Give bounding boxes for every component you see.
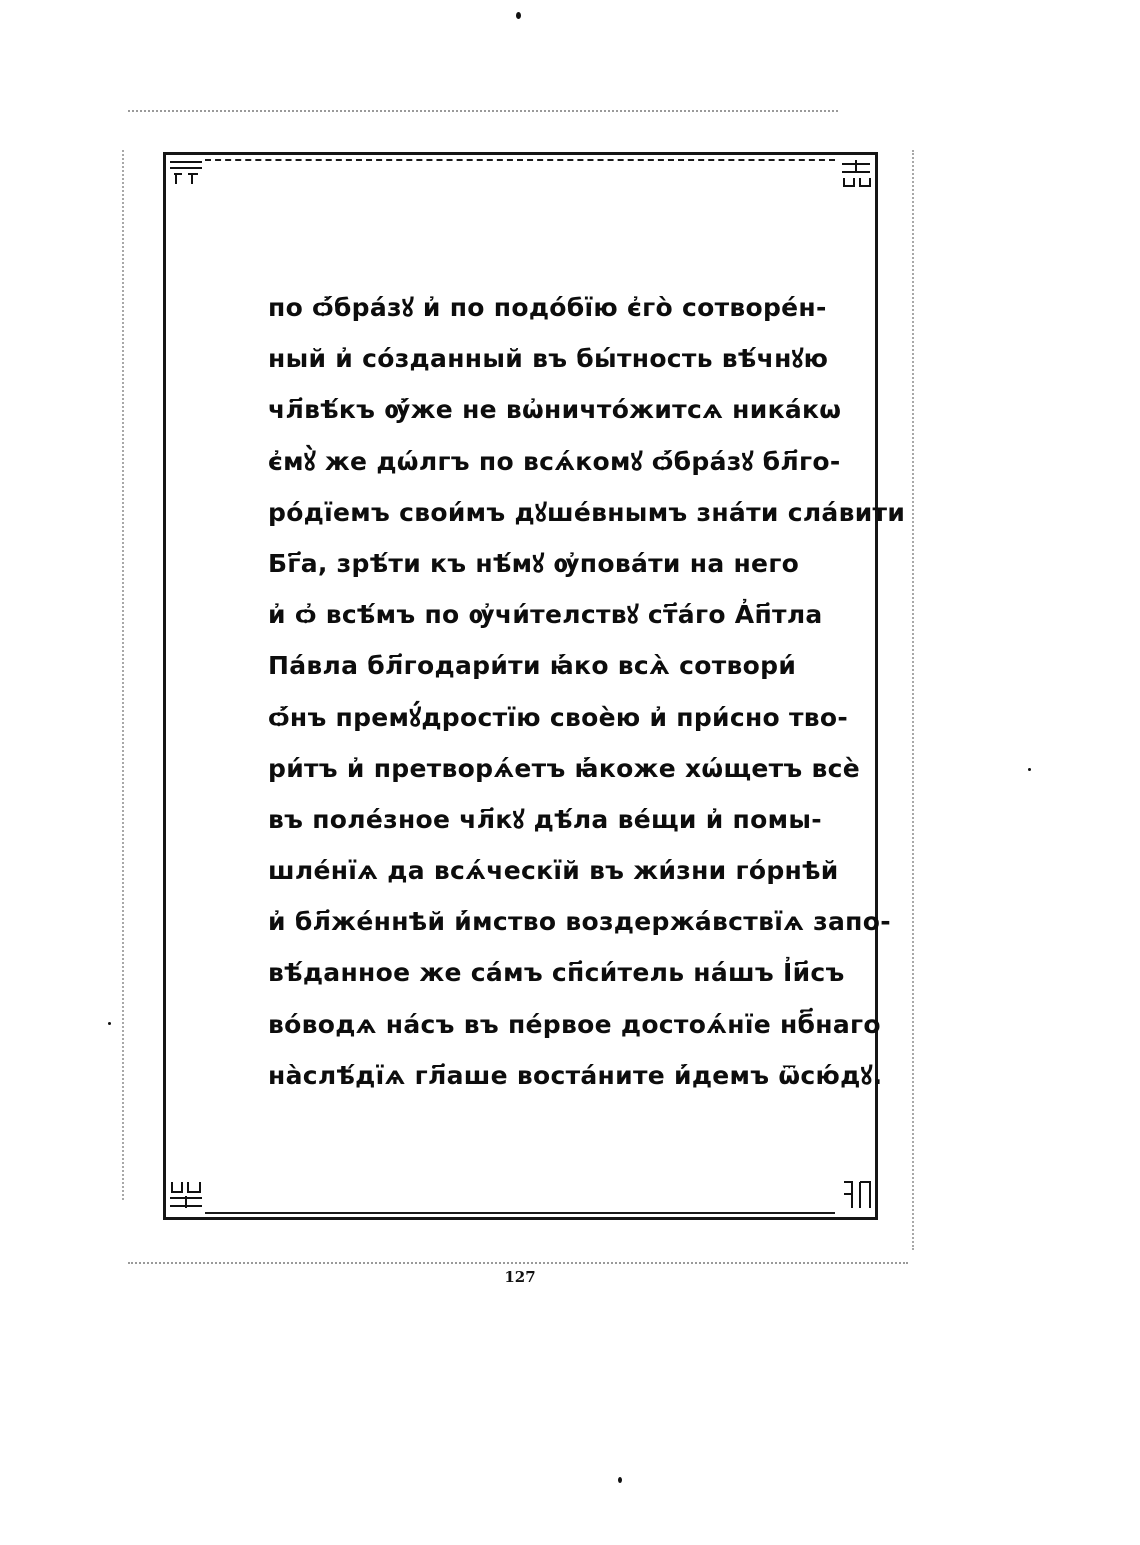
corner-ornament-bottom-right-icon <box>838 1180 874 1210</box>
text-line: є҆мꙋ̀ же дѡ́лгъ по всѧ́комꙋ ѻ҆́бра́зꙋ бл҃го- <box>268 446 841 476</box>
ink-speck <box>618 1477 622 1483</box>
bottom-dotted-rule <box>128 1262 908 1264</box>
text-line: и҆ ѻ҆ всѣ́мъ по ѹ҆чи́телствꙋ ст҃а́го А҆п҃тла <box>268 600 823 630</box>
corner-ornament-top-left-icon <box>168 158 204 188</box>
right-dotted-rule <box>912 150 914 1250</box>
left-dotted-rule <box>122 150 124 1200</box>
text-line: ри́тъ и҆ претворѧ́етъ ꙗ҆́коже хѡ́щетъ всѐ <box>268 753 861 783</box>
church-slavonic-text <box>268 282 906 1101</box>
text-line: ный и҆ со́зданный въ бы́тность вѣ́чнꙋю <box>268 344 829 374</box>
frame-top-inner-line <box>205 159 835 161</box>
text-line: по ѻ҆́бра́зꙋ и҆ по подо́бїю є҆го̀ сотворе́н- <box>268 293 827 322</box>
frame-bottom-inner-line <box>205 1212 835 1214</box>
ink-speck <box>1028 768 1031 771</box>
text-line: Бг҃а, зрѣ́ти къ нѣ́мꙋ ѹ҆пова́ти на него <box>268 548 800 578</box>
ink-speck <box>108 1022 111 1025</box>
text-line: ѻ҆́нъ премꙋ́дростїю своѐю и҆ при́сно тво- <box>268 702 849 732</box>
text-line: и҆ бл҃же́ннѣй и҆́мство воздержа́вствїѧ запо- <box>268 907 891 937</box>
corner-ornament-bottom-left-icon <box>168 1180 204 1210</box>
text-line: ро́дїемъ свои́мъ дꙋше́внымъ зна́ти сла́вити <box>268 497 906 527</box>
corner-ornament-top-right-icon <box>838 158 874 188</box>
text-line: шле́нїѧ да всѧ́ческїй въ жи́зни го́рнѣй <box>268 856 839 886</box>
text-line: Па́вла бл҃годари́ти ꙗ҆́ко всѧ̀ сотвори́ <box>268 651 797 681</box>
text-line: на̀слѣ́дїѧ гл҃аше воста́ните и҆́демъ ѿсю́дꙋ. <box>268 1060 883 1090</box>
text-line: въ поле́зное чл҃кꙋ дѣ́ла ве́щи и҆ помы- <box>268 804 822 834</box>
top-dotted-rule <box>128 110 838 112</box>
page-number: 127 <box>504 1268 536 1286</box>
text-line: во́водѧ на́съ въ пе́рвое достоѧ́нїе нб҃наго <box>268 1009 881 1039</box>
ink-speck <box>516 12 521 19</box>
text-line: чл҃вѣ́къ ѹ҆́же не вѡ҆ничто́житсѧ ника́кѡ <box>268 395 842 425</box>
text-line: вѣ́данное же са́мъ сп҃си́тель на́шъ І҆и҃съ <box>268 958 845 988</box>
